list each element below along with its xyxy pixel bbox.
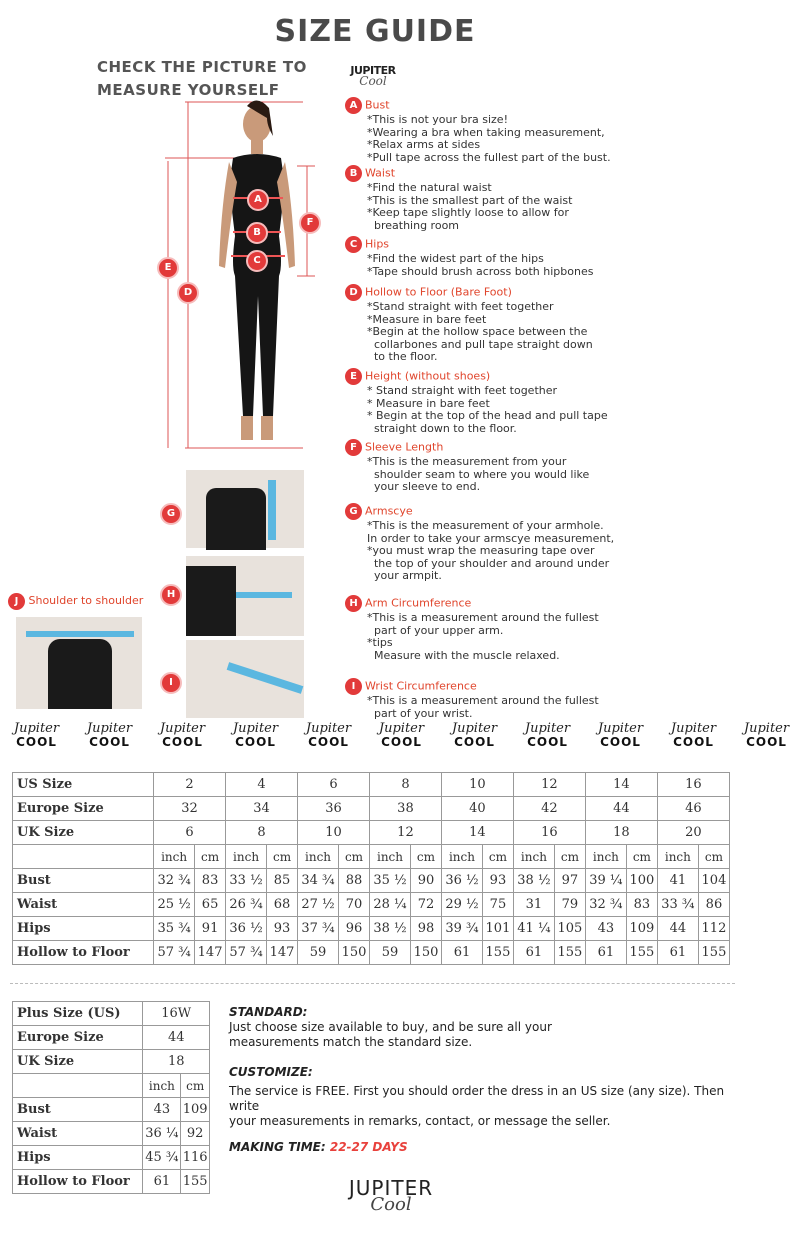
unit-cell: inch [298,845,339,869]
table-row [13,1074,210,1098]
value-cell: 26 ¾ [226,893,267,917]
item-line: your armpit. [367,569,442,582]
value-cell: 83 [195,869,226,893]
size-cell: 8 [226,821,298,845]
logo-strip-item [146,722,219,748]
logo-strip-item [365,722,438,748]
row-label: UK Size [13,821,154,845]
value-cell: 92 [181,1122,210,1146]
logo-strip-item [584,722,657,748]
value-cell: 155 [554,941,585,965]
value-cell: 155 [698,941,729,965]
item-line: collarbones and pull tape straight down [367,337,593,351]
item-line: *This is a measurement around the fullest [367,611,599,624]
logo-strip-a: Jupiter [86,721,133,736]
brand-logo-bottom [346,1176,436,1215]
size-cell: 12 [513,773,585,797]
item-line: shoulder seam to where you would like [367,467,590,481]
size-cell: 32 [154,797,226,821]
unit-cell: cm [267,845,298,869]
value-cell: 35 ½ [369,869,410,893]
logo-strip-b: COOL [162,735,203,749]
unit-cell: inch [226,845,267,869]
logo-strip-b: COOL [381,735,422,749]
brand-line2: Cool [370,1194,412,1215]
item-line: *This is the measurement of your armhole. [367,519,604,532]
value-cell: 97 [554,869,585,893]
logo-strip-b: COOL [308,735,349,749]
size-table [12,772,730,965]
divider [10,983,735,984]
unit-cell: cm [482,845,513,869]
item-title: Height (without shoes) [365,369,491,383]
arm-photo [186,556,304,636]
table-row [13,893,730,917]
value-cell: 72 [411,893,442,917]
logo-strip-a: Jupiter [305,721,352,736]
size-cell: 18 [143,1050,210,1074]
table-row [13,917,730,941]
value-cell: 43 [585,917,626,941]
logo-strip-b: COOL [16,735,57,749]
item-line: breathing room [367,218,460,232]
size-cell: 16 [513,821,585,845]
value-cell: 45 ¾ [143,1146,181,1170]
size-cell: 10 [298,821,370,845]
standard-heading: STANDARD: [229,1005,308,1019]
value-cell: 150 [339,941,370,965]
size-cell: 4 [226,773,298,797]
value-cell: 91 [195,917,226,941]
logo-strip-b: COOL [454,735,495,749]
value-cell: 36 ¼ [143,1122,181,1146]
size-cell: 6 [154,821,226,845]
row-label: Hips [13,1146,143,1170]
item-line: part of your upper arm. [367,623,504,637]
figure-badge-e: E [157,257,179,279]
subtitle-line-2: MEASURE YOURSELF [97,81,280,99]
size-cell: 10 [441,773,513,797]
item-line: *Relax arms at sides [367,138,481,151]
row-label: US Size [13,773,154,797]
item-sleeve [345,439,589,494]
value-cell: 65 [195,893,226,917]
logo-strip-b: COOL [89,735,130,749]
badge-h: H [345,595,362,612]
logo-strip-b: COOL [527,735,568,749]
value-cell: 61 [143,1170,181,1194]
table-row [13,1098,210,1122]
value-cell: 100 [626,869,657,893]
table-row [13,845,730,869]
logo-strip-item [438,722,511,748]
value-cell: 75 [482,893,513,917]
item-line: part of your wrist. [367,706,473,720]
figure-badge-h: H [160,584,182,606]
logo-strip-item [730,722,803,748]
size-cell: 12 [369,821,441,845]
value-cell: 59 [369,941,410,965]
standard-line: Just choose size available to buy, and be sure all your [229,1020,552,1034]
value-cell: 93 [267,917,298,941]
unit-cell: inch [143,1074,181,1098]
item-line: *This is not your bra size! [367,113,508,126]
table-row [13,1170,210,1194]
value-cell: 36 ½ [441,869,482,893]
table-row [13,773,730,797]
item-line: Measure with the muscle relaxed. [367,648,560,662]
item-arm [345,595,599,662]
value-cell: 150 [411,941,442,965]
value-cell: 39 ¼ [585,869,626,893]
value-cell: 101 [482,917,513,941]
item-line: *Keep tape slightly loose to allow for [367,206,569,219]
value-cell: 96 [339,917,370,941]
item-line: *Find the widest part of the hips [367,252,544,265]
shoulder-label: Shoulder to shoulder [28,594,144,607]
item-line: In order to take your armscye measurement, [367,531,615,545]
row-label: UK Size [13,1050,143,1074]
unit-cell: inch [513,845,554,869]
leggings [235,276,279,416]
item-title: Armscye [365,504,413,518]
item-line: *Measure in bare feet [367,312,487,326]
badge-g: G [345,503,362,520]
shoulder-photo [16,617,142,709]
value-cell: 34 ¾ [298,869,339,893]
value-cell: 38 ½ [513,869,554,893]
item-waist [345,165,572,232]
table-row [13,1146,210,1170]
item-title: Waist [365,166,396,180]
value-cell: 104 [698,869,729,893]
figure-badge-a: A [247,189,269,211]
item-line: to the floor. [367,350,438,363]
value-cell: 70 [339,893,370,917]
customize-text [229,1084,750,1129]
subtitle-line-1: CHECK THE PICTURE TO [97,58,307,76]
value-cell: 98 [411,917,442,941]
size-cell: 14 [441,821,513,845]
value-cell: 83 [626,893,657,917]
brand-logo-top [348,64,398,88]
value-cell: 155 [181,1170,210,1194]
measurement-figure [155,96,325,456]
value-cell: 33 ½ [226,869,267,893]
value-cell: 37 ¾ [298,917,339,941]
badge-i: I [345,678,362,695]
wrist-photo [186,640,304,718]
value-cell: 68 [267,893,298,917]
table-row [13,821,730,845]
brand-line1: JUPITER [348,1176,434,1200]
row-label: Bust [13,869,154,893]
value-cell: 79 [554,893,585,917]
logo-strip-a: Jupiter [232,721,279,736]
logo-strip-item [73,722,146,748]
standard-line: measurements match the standard size. [229,1035,473,1049]
value-cell: 44 [657,917,698,941]
value-cell: 90 [411,869,442,893]
customize-heading: CUSTOMIZE: [229,1065,313,1079]
row-label: Europe Size [13,1026,143,1050]
value-cell: 36 ½ [226,917,267,941]
logo-strip-a: Jupiter [597,721,644,736]
value-cell: 109 [626,917,657,941]
item-line: *Pull tape across the fullest part of the bust. [367,150,611,164]
value-cell: 27 ½ [298,893,339,917]
value-cell: 41 [657,869,698,893]
logo-strip-item [511,722,584,748]
making-time-label: MAKING TIME: [229,1140,326,1154]
size-cell: 14 [585,773,657,797]
figure-badge-i: I [160,672,182,694]
value-cell: 86 [698,893,729,917]
row-label: Waist [13,893,154,917]
size-cell: 44 [143,1026,210,1050]
value-cell: 85 [267,869,298,893]
brand-line1: JUPITER [350,64,396,77]
item-line: * Begin at the top of the head and pull tape [367,409,608,422]
unit-cell: cm [339,845,370,869]
customize-line: The service is FREE. First you should order the dress in an US size (any size). Then write [229,1084,725,1113]
plus-size-table [12,1001,210,1194]
row-label: Waist [13,1122,143,1146]
unit-cell: cm [698,845,729,869]
value-cell: 88 [339,869,370,893]
value-cell: 59 [298,941,339,965]
size-cell: 42 [513,797,585,821]
item-wrist [345,678,599,720]
item-title: Arm Circumference [365,596,472,610]
empty-cell [13,1074,143,1098]
item-line: *This is a measurement around the fullest [367,694,599,707]
item-line: * Measure in bare feet [367,396,490,410]
item-line: the top of your shoulder and around under [367,556,610,570]
badge-d: D [345,284,362,301]
item-line: *This is the smallest part of the waist [367,193,573,207]
unit-cell: cm [626,845,657,869]
size-cell: 36 [298,797,370,821]
logo-strip-item [0,722,73,748]
logo-strip-a: Jupiter [524,721,571,736]
value-cell: 57 ¾ [226,941,267,965]
item-line: *Tape should brush across both hipbones [367,264,594,278]
item-title: Sleeve Length [365,440,444,454]
making-time-value: 22-27 DAYS [329,1140,408,1154]
size-cell: 40 [441,797,513,821]
size-cell: 6 [298,773,370,797]
brand-line2: Cool [359,74,387,88]
unit-cell: cm [554,845,585,869]
item-line: *Find the natural waist [367,181,492,194]
item-hollow [345,284,593,364]
value-cell: 147 [267,941,298,965]
customize-line: your measurements in remarks, contact, or message the seller. [229,1114,611,1128]
badge-e: E [345,368,362,385]
badge-c: C [345,236,362,253]
item-hips [345,236,593,278]
item-line: your sleeve to end. [367,480,481,493]
value-cell: 112 [698,917,729,941]
table-row [13,1002,210,1026]
item-title: Hollow to Floor (Bare Foot) [365,285,512,299]
unit-cell: inch [154,845,195,869]
size-cell: 16W [143,1002,210,1026]
item-line: *Begin at the hollow space between the [367,325,588,338]
logo-strip-b: COOL [235,735,276,749]
row-label: Hollow to Floor [13,941,154,965]
logo-strip-a: Jupiter [451,721,498,736]
logo-strip-item [292,722,365,748]
item-line: *you must wrap the measuring tape over [367,544,595,557]
size-cell: 16 [657,773,729,797]
value-cell: 32 ¾ [154,869,195,893]
logo-strip-b: COOL [600,735,641,749]
value-cell: 93 [482,869,513,893]
item-title: Wrist Circumference [365,679,477,693]
value-cell: 39 ¾ [441,917,482,941]
size-cell: 38 [369,797,441,821]
page-title: SIZE GUIDE [274,14,476,49]
size-cell: 18 [585,821,657,845]
value-cell: 109 [181,1098,210,1122]
figure-badge-f: F [299,212,321,234]
badge-a: A [345,97,362,114]
table-row [13,941,730,965]
value-cell: 61 [513,941,554,965]
logo-strip-a: Jupiter [670,721,717,736]
item-line: *This is the measurement from your [367,455,567,468]
value-cell: 29 ½ [441,893,482,917]
row-label: Hollow to Floor [13,1170,143,1194]
value-cell: 155 [626,941,657,965]
value-cell: 25 ½ [154,893,195,917]
row-label: Hips [13,917,154,941]
value-cell: 147 [195,941,226,965]
size-cell: 34 [226,797,298,821]
badge-j: J [8,593,25,610]
item-line: *Stand straight with feet together [367,300,554,313]
table-row [13,797,730,821]
value-cell: 35 ¾ [154,917,195,941]
logo-strip-a: Jupiter [378,721,425,736]
value-cell: 61 [657,941,698,965]
size-cell: 2 [154,773,226,797]
empty-cell [13,845,154,869]
item-armscye [345,503,614,583]
badge-f: F [345,439,362,456]
value-cell: 57 ¾ [154,941,195,965]
item-line: *Wearing a bra when taking measurement, [367,125,605,139]
value-cell: 28 ¼ [369,893,410,917]
row-label: Plus Size (US) [13,1002,143,1026]
size-cell: 44 [585,797,657,821]
making-time [229,1140,408,1154]
logo-strip [0,721,790,758]
item-line: *tips [367,636,393,649]
logo-strip-item [219,722,292,748]
logo-strip-b: COOL [673,735,714,749]
value-cell: 32 ¾ [585,893,626,917]
value-cell: 155 [482,941,513,965]
armscye-photo [186,470,304,548]
logo-strip-b: COOL [746,735,787,749]
figure-badge-g: G [160,503,182,525]
shoulder-label-wrap [8,593,143,610]
unit-cell: cm [411,845,442,869]
table-row [13,1026,210,1050]
value-cell: 61 [585,941,626,965]
unit-cell: inch [441,845,482,869]
logo-strip-item [657,722,730,748]
figure-badge-b: B [246,222,268,244]
value-cell: 31 [513,893,554,917]
unit-cell: inch [657,845,698,869]
standard-text [229,1020,552,1050]
table-row [13,1122,210,1146]
logo-strip-a: Jupiter [743,721,790,736]
size-cell: 8 [369,773,441,797]
item-line: * Stand straight with feet together [367,384,558,397]
badge-b: B [345,165,362,182]
item-bust [345,97,611,164]
figure-badge-d: D [177,282,199,304]
table-row [13,869,730,893]
figure-badge-c: C [246,250,268,272]
size-cell: 46 [657,797,729,821]
value-cell: 61 [441,941,482,965]
item-title: Bust [365,98,390,112]
value-cell: 43 [143,1098,181,1122]
item-title: Hips [365,237,390,251]
unit-cell: inch [585,845,626,869]
table-row [13,1050,210,1074]
logo-strip-a: Jupiter [159,721,206,736]
value-cell: 41 ¼ [513,917,554,941]
unit-cell: inch [369,845,410,869]
item-height [345,368,608,435]
logo-strip-a: Jupiter [13,721,60,736]
unit-cell: cm [195,845,226,869]
row-label: Bust [13,1098,143,1122]
value-cell: 116 [181,1146,210,1170]
row-label: Europe Size [13,797,154,821]
value-cell: 33 ¾ [657,893,698,917]
value-cell: 38 ½ [369,917,410,941]
size-cell: 20 [657,821,729,845]
item-line: straight down to the floor. [367,421,517,435]
unit-cell: cm [181,1074,210,1098]
value-cell: 105 [554,917,585,941]
